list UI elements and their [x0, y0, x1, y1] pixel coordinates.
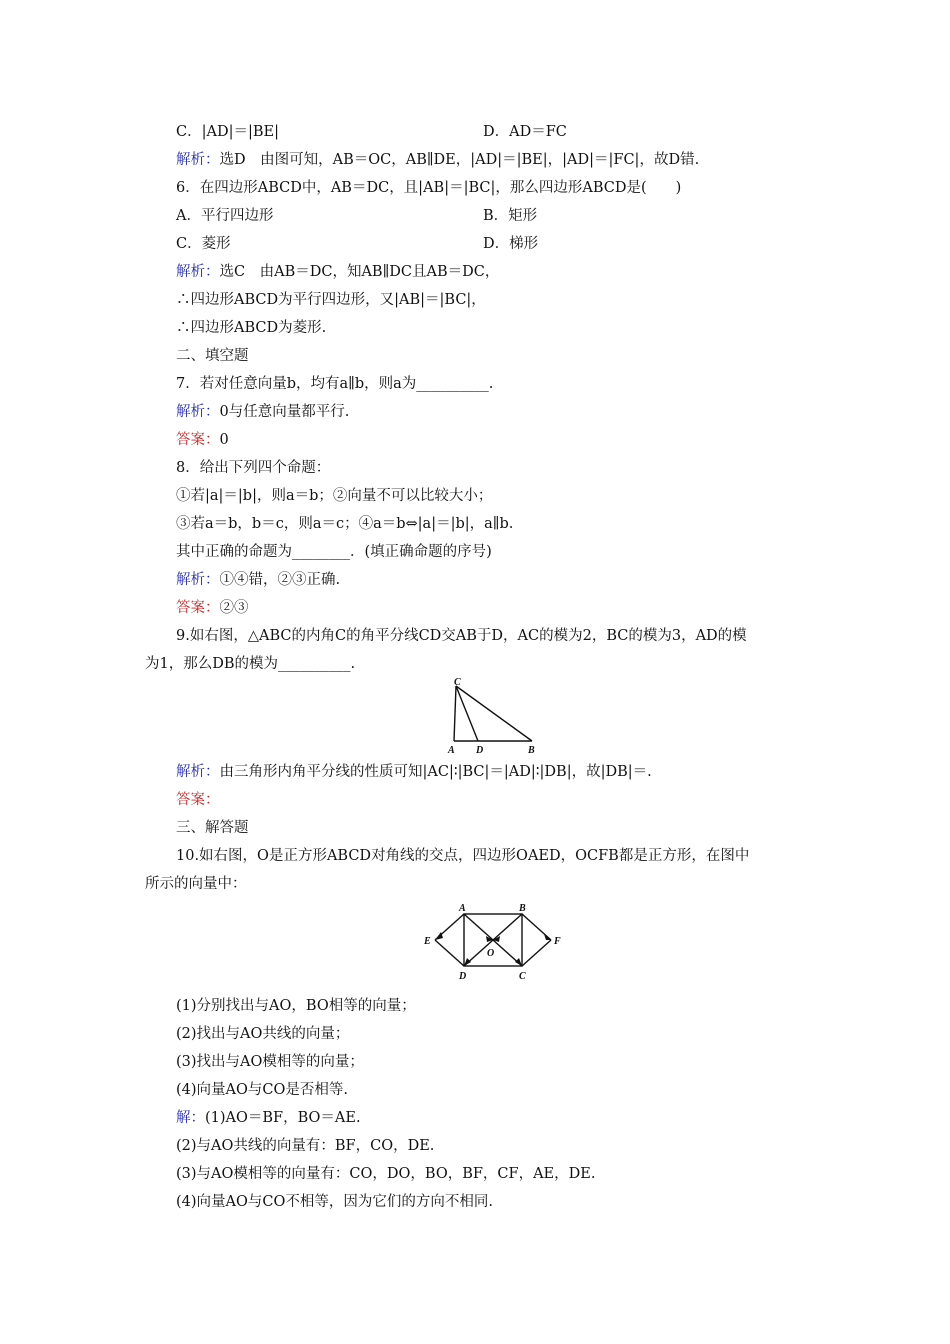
q6-solution-line2: ∴四边形ABCD为平行四边形，又|AB|＝|BC|， [176, 292, 486, 308]
q8-line3: 其中正确的命题为________．(填正确命题的序号) [176, 544, 492, 560]
vertex-label-e: E [424, 936, 431, 947]
q6-solution [176, 262, 499, 282]
segment-bf [522, 914, 551, 940]
q8-solution [176, 570, 340, 590]
q8-line2: ③若a＝b，b＝c，则a＝c；④a＝b⇔|a|＝|b|，a∥b. [176, 516, 514, 532]
solution-text: 0与任意向量都平行. [219, 404, 350, 420]
q6-stem: 6．在四边形ABCD中，AB＝DC，且|AB|＝|BC|，那么四边形ABCD是( ) [176, 180, 682, 196]
q10-solution-1 [176, 1108, 361, 1128]
answer-label: 答案： [176, 432, 220, 448]
solution-text: 选D 由图可知，AB＝OC，AB∥DE，|AD|＝|BE|，|AD|＝|FC|，故D错. [219, 152, 700, 168]
square-figure [418, 900, 568, 985]
answer-text: 0 [219, 432, 229, 448]
q10-stem-line2: 所示的向量中： [145, 876, 247, 892]
answer-label: 答案： [176, 792, 220, 808]
q8-answer [176, 598, 249, 618]
q9-answer [176, 790, 220, 810]
q7-solution [176, 402, 349, 422]
q9-solution [176, 762, 652, 782]
vertex-label-a: A [448, 745, 455, 756]
q9-stem-line1: 9.如右图，△ABC的内角C的角平分线CD交AB于D，AC的模为2，BC的模为3，AD的模 [176, 628, 747, 644]
q6-option-b: B．矩形 [483, 208, 538, 224]
q7-stem: 7．若对任意向量b，均有a∥b，则a为__________. [176, 376, 494, 392]
triangle-figure [440, 678, 550, 756]
solution-label: 解析： [176, 152, 220, 168]
answer-label: 答案： [176, 600, 220, 616]
answer-text: ②③ [219, 600, 249, 616]
side-ca [454, 686, 456, 741]
vertex-label-c: C [519, 971, 526, 982]
vertex-label-a: A [459, 903, 466, 914]
q10-part1: (1)分别找出与AO，BO相等的向量； [176, 998, 416, 1014]
q6-option-c: C．菱形 [176, 236, 231, 252]
vertex-label-f: F [554, 936, 561, 947]
q10-stem-line1: 10.如右图，O是正方形ABCD对角线的交点，四边形OAED，OCFB都是正方形，在图中 [176, 848, 750, 864]
q9-stem-line2: 为1，那么DB的模为__________. [145, 656, 356, 672]
q10-part4: (4)向量AO与CO是否相等. [176, 1082, 348, 1098]
solution-label: 解析： [176, 264, 220, 280]
q10-part3: (3)找出与AO模相等的向量； [176, 1054, 364, 1070]
q10-solution-2: (2)与AO共线的向量有：BF，CO，DE. [176, 1138, 435, 1154]
q5-solution [176, 150, 699, 170]
arrowhead-d [464, 958, 471, 966]
q5-option-d: D．AD＝FC [483, 124, 567, 140]
vertex-label-b: B [519, 903, 526, 914]
solution-label: 解析： [176, 572, 220, 588]
q5-option-c: C．|AD|＝|BE| [176, 124, 279, 140]
q10-part2: (2)找出与AO共线的向量； [176, 1026, 350, 1042]
solution-text: ①④错，②③正确. [219, 572, 341, 588]
section-heading-fill-blank: 二、填空题 [176, 348, 249, 364]
vertex-label-d: D [459, 971, 467, 982]
vertex-label-d: D [476, 745, 484, 756]
q8-line1: ①若|a|＝|b|，则a＝b；②向量不可以比较大小； [176, 488, 493, 504]
q10-solution-3: (3)与AO模相等的向量有：CO，DO，BO，BF，CF，AE，DE. [176, 1166, 596, 1182]
vertex-label-c: C [454, 678, 461, 688]
solution-text: 由三角形内角平分线的性质可知|AC|∶|BC|＝|AD|∶|DB|，故|DB|＝. [219, 764, 652, 780]
solution-label: 解： [176, 1110, 205, 1126]
q6-option-d: D．梯形 [483, 236, 539, 252]
q10-solution-4: (4)向量AO与CO不相等，因为它们的方向不相同. [176, 1194, 493, 1210]
q8-stem: 8．给出下列四个命题： [176, 460, 331, 476]
vertex-label-o: O [487, 948, 495, 959]
solution-label: 解析： [176, 764, 220, 780]
solution-text: 选C 由AB＝DC，知AB∥DC且AB＝DC， [219, 264, 500, 280]
q6-solution-line3: ∴四边形ABCD为菱形. [176, 320, 327, 336]
solution-text: (1)AO＝BF，BO＝AE. [205, 1110, 361, 1126]
q7-answer [176, 430, 229, 450]
segment-fc [522, 940, 551, 966]
arrowhead-c [515, 958, 522, 966]
section-heading-solve: 三、解答题 [176, 820, 249, 836]
segment-ed [435, 940, 464, 966]
solution-label: 解析： [176, 404, 220, 420]
vertex-label-b: B [528, 745, 535, 756]
q6-option-a: A．平行四边形 [176, 208, 274, 224]
